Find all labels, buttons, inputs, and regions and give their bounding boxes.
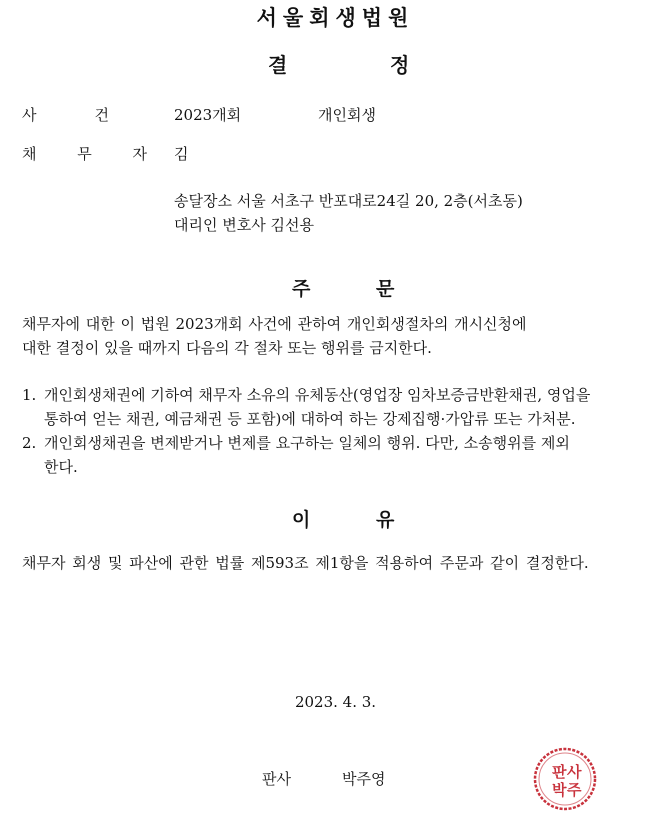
- svg-text:사: 사: [567, 763, 582, 781]
- order-item-text-line-1: 개인회생채권을 변제받거나 변제를 요구하는 일체의 행위. 다만, 소송행위를 제외: [44, 434, 570, 452]
- order-item-number: 2.: [22, 434, 37, 452]
- reason-heading-right: 유: [376, 509, 395, 531]
- decision-date: 2023. 4. 3.: [294, 693, 377, 711]
- title-char-1: 결: [268, 53, 288, 77]
- case-number: 2023개회: [174, 106, 242, 124]
- debtor-address: 송달장소 서울 서초구 반포대로24길 20, 2층(서초동): [174, 192, 523, 210]
- judge-seal-stamp: [531, 745, 599, 813]
- order-item-text-line-2: 한다.: [44, 458, 78, 476]
- title-char-2: 정: [390, 53, 410, 77]
- order-intro-line-2: 대한 결정이 있을 때까지 다음의 각 절차 또는 행위를 금지한다.: [22, 339, 432, 357]
- order-item-text-line-1: 개인회생채권에 기하여 채무자 소유의 유체동산(영업장 임차보증금반환채권, 영업을: [44, 386, 591, 404]
- debtor-agent: 대리인 변호사 김선용: [174, 216, 314, 234]
- case-label: 사건: [22, 106, 109, 124]
- reason-heading-left: 이: [292, 509, 311, 531]
- seal-icon: [531, 745, 599, 813]
- svg-text:주: 주: [567, 781, 582, 799]
- order-heading-right: 문: [376, 278, 395, 300]
- judge-label: 판사: [262, 770, 291, 788]
- reason-text: 채무자 회생 및 파산에 관한 법률 제593조 제1항을 적용하여 주문과 같이 결정한다.: [22, 554, 589, 572]
- order-item-text-line-2: 통하여 얻는 채권, 예금채권 등 포함)에 대하여 하는 강제집행·가압류 또는 가처분.: [44, 410, 576, 428]
- judge-name: 박주영: [342, 770, 386, 788]
- order-intro: [22, 312, 662, 360]
- svg-text:박: 박: [552, 781, 567, 799]
- order-item-2: [22, 431, 662, 479]
- court-name: 서울회생법원: [256, 5, 415, 30]
- case-type: 개인회생: [318, 106, 376, 124]
- debtor-label: 채 무 자: [22, 145, 166, 163]
- order-item-number: 1.: [22, 386, 37, 404]
- debtor-name: 김: [174, 145, 189, 163]
- order-heading-left: 주: [292, 278, 311, 300]
- order-item-1: [22, 383, 662, 431]
- order-intro-line-1: 채무자에 대한 이 법원 2023개회 사건에 관하여 개인회생절차의 개시신청에: [22, 315, 527, 333]
- svg-text:판: 판: [552, 763, 567, 781]
